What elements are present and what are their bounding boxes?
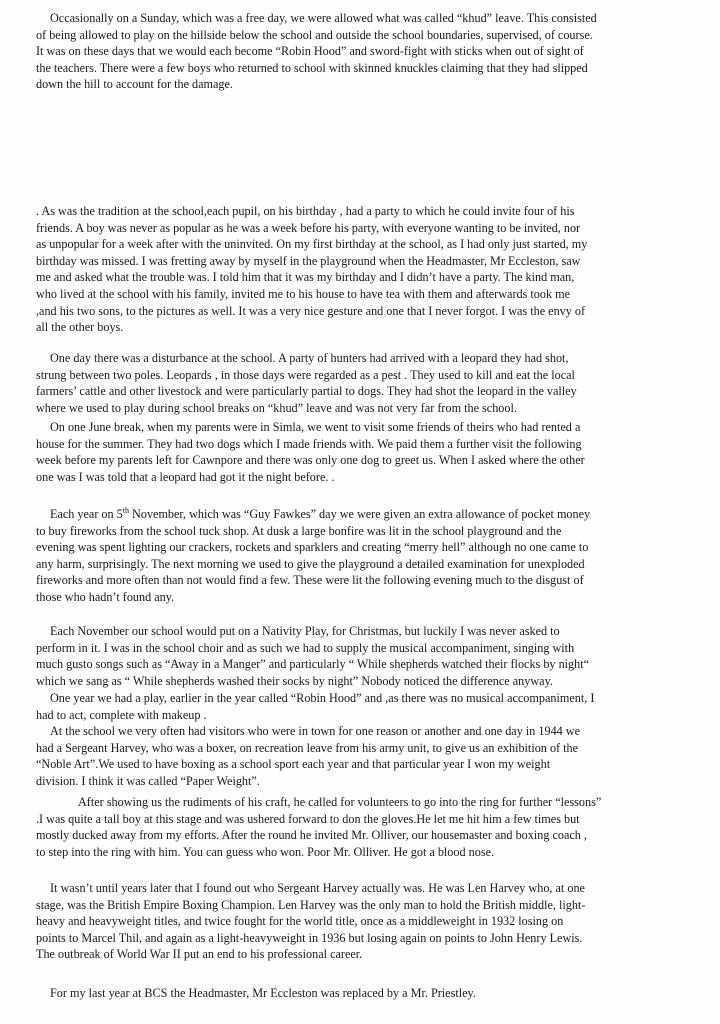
text-line: much gusto songs such as “Away in a Manger” and particularly “ While shepherds watched their flocks by night“: [36, 657, 590, 672]
text-line: to step into the ring with him. You can guess who won. Poor Mr. Olliver. He got a blood nose.: [36, 844, 495, 859]
text-line: the teachers. There were a few boys who returned to school with skinned knuckles claiming that they had slipped: [36, 60, 588, 75]
text-line: one was I was told that a leopard had got it the night before. .: [36, 469, 335, 484]
text-line: me and asked what the trouble was. I told him that it was my birthday and I didn’t have a party. The kind man,: [36, 270, 575, 285]
paragraph-guy-fawkes: [36, 506, 692, 606]
text-line: heavy and heavyweight titles, and twice fought for the world title, once as a middleweight in 1932 losing on: [36, 914, 564, 929]
text-line: ,and his two sons, to the pictures as well. It was a very nice gesture and one that I never forgot. I was the envy of: [36, 303, 586, 318]
text-line: perform in it. I was in the school choir and as such we had to supply the musical accompaniment, singing with: [36, 640, 575, 655]
paragraph-khud-leave: [36, 10, 692, 93]
text-line: It was on these days that we would each become “Robin Hood” and sword-fight with sticks when out of sight of: [36, 44, 584, 59]
text-line: any harm, surprisingly. The next morning we used to give the playground a detailed examination for unexploded: [36, 556, 585, 571]
text-line: birthday was missed. I was fretting away by myself in the playground when the Headmaster, Mr Eccleston, saw: [36, 253, 581, 268]
paragraph-birthday: [36, 203, 692, 336]
text-before-superscript: Each year on 5th November, which was “Guy Fawkes” day we were given an extra allowance of pocket money: [50, 505, 591, 521]
paragraph-len-harvey: [36, 880, 692, 963]
text-line: where we used to play during school breaks on “khud” leave and was not very far from the school.: [36, 400, 517, 415]
text-line: fireworks and more often than not would find a few. These were lit the following evening much to the disgust of: [36, 573, 584, 588]
text-line: It wasn’t until years later that I found out who Sergeant Harvey actually was. He was Len Harvey who, at one: [50, 881, 585, 895]
text-line: “Noble Art”.We used to have boxing as a school sport each year and that particular year I won my weight: [36, 757, 551, 772]
text-line: At the school we very often had visitors who were in town for one reason or another and one day in 1944 we: [50, 724, 581, 738]
text-line: to buy fireworks from the school tuck shop. At dusk a large bonfire was lit in the school playground and the: [36, 523, 562, 538]
text-line: of being allowed to play on the hillside below the school and outside the school boundaries, supervised, of course.: [36, 27, 593, 42]
paragraph-june-break: [36, 419, 692, 485]
text-line: down the hill to account for the damage.: [36, 77, 233, 92]
text-line: mostly ducked away from my efforts. After the round he invited Mr. Olliver, our housemaster and boxing coach ,: [36, 828, 587, 843]
text-line: Occasionally on a Sunday, which was a free day, we were allowed what was called “khud” leave. This consisted: [50, 11, 597, 25]
paragraph-robin-hood-play: [36, 690, 692, 723]
text-line: points to Marcel Thil, and again as a light-heavyweight in 1936 but losing again on points to John Henry Lewis.: [36, 930, 583, 945]
text-line: stage, was the British Empire Boxing Champion. Len Harvey was the only man to hold the British middle, light-: [36, 897, 586, 912]
text-line: all the other boys.: [36, 320, 124, 335]
text-line: friends. A boy was never as popular as he was a week before his party, with everyone wanting to be invited, nor: [36, 220, 581, 235]
text-line: which we sang as “ While shepherds washed their socks by night” Nobody noticed the difference anyway.: [36, 673, 553, 688]
text-line: The outbreak of World War II put an end to his professional career.: [36, 947, 363, 962]
text-line: [36, 506, 692, 523]
text-line: One day there was a disturbance at the school. A party of hunters had arrived with a leopard they had shot,: [50, 351, 569, 365]
text-line: as unpopular for a week after with the uninvited. On my first birthday at the school, as I had only just started, my: [36, 237, 588, 252]
text-line: One year we had a play, earlier in the year called “Robin Hood” and ,as there was no musical accompaniment, I: [50, 691, 595, 705]
ordinal-superscript: th: [122, 505, 129, 515]
text-line: had to act, complete with makeup .: [36, 707, 207, 722]
paragraph-leopard: [36, 350, 692, 416]
text-line: week before my parents left for Cawnpore and there was only one dog to greet us. When I asked where the other: [36, 453, 585, 468]
text-line: On one June break, when my parents were in Simla, we went to visit some friends of theirs who had rented a: [50, 420, 581, 434]
text-line: . As was the tradition at the school,each pupil, on his birthday , had a party to which he could invite four of his: [36, 204, 575, 218]
text-line: who lived at the school with his family, invited me to his house to have tea with them and afterwards took me: [36, 286, 570, 301]
text-line: strung between two poles. Leopards , in those days were regarded as a pest . They used to kill and eat the local: [36, 367, 575, 382]
text-line: For my last year at BCS the Headmaster, Mr Eccleston was replaced by a Mr. Priestley.: [50, 986, 476, 1000]
text-line: Each November our school would put on a Nativity Play, for Christmas, but luckily I was never asked to: [50, 624, 560, 638]
text-line: those who hadn’t found any.: [36, 589, 175, 604]
text-line: After showing us the rudiments of his craft, he called for volunteers to go into the ring for further “lessons”: [78, 795, 602, 809]
paragraph-sergeant-harvey-visit: [36, 723, 692, 789]
text-line: division. I think it was called “Paper Weight”.: [36, 773, 260, 788]
paragraph-last-year: [36, 985, 692, 1002]
text-line: evening was spent lighting our crackers, rockets and sparklers and creating “merry hell” although no one came to: [36, 540, 589, 555]
text-line: house for the summer. They had two dogs which I made friends with. We paid them a further visit the following: [36, 436, 582, 451]
text-line: farmers’ cattle and other livestock and were particularly partial to dogs. They had shot the leopard in the valley: [36, 384, 577, 399]
text-line: .I was quite a tall boy at this stage and was ushered forward to don the gloves.He let me hit him a few times but: [36, 811, 580, 826]
paragraph-boxing-lessons: [36, 794, 692, 860]
paragraph-nativity-play: [36, 623, 692, 689]
text-line: had a Sergeant Harvey, who was a boxer, on recreation leave from his army unit, to give us an exhibition of the: [36, 740, 579, 755]
